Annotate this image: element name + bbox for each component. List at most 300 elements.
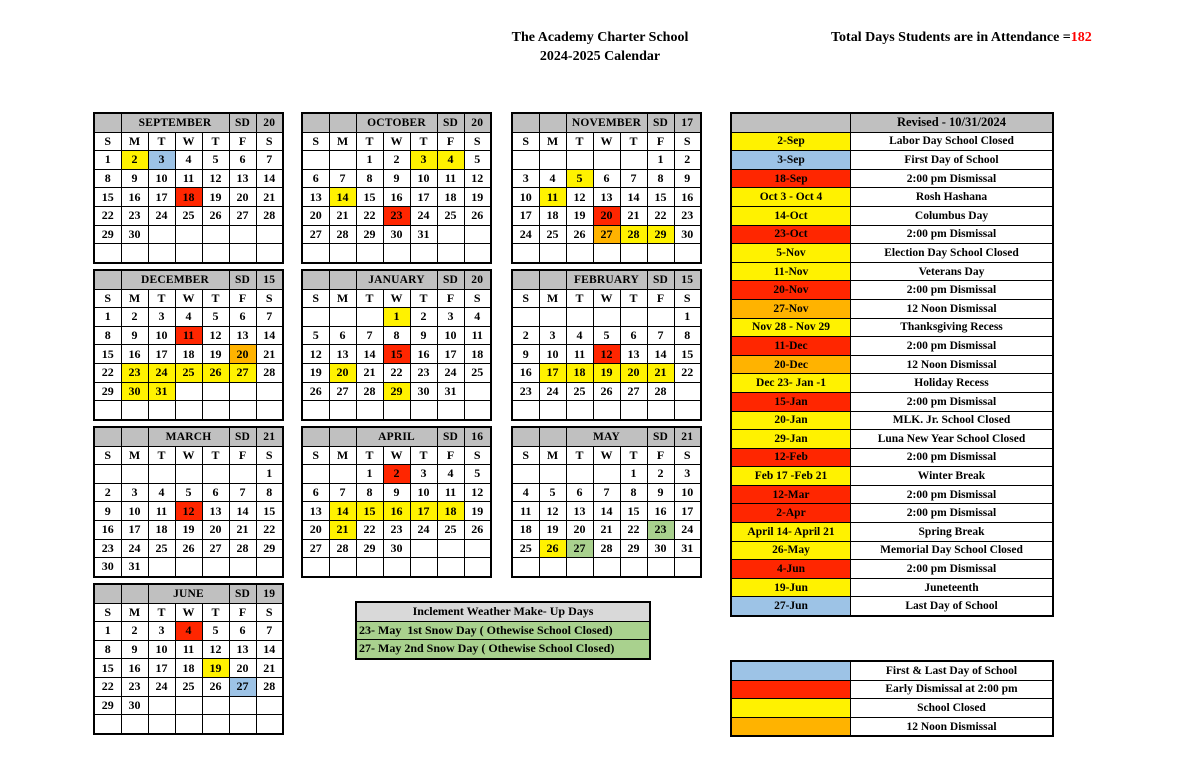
day-cell: 12 [202,169,229,188]
day-cell: 11 [175,640,202,659]
event-date: 12-Mar [731,485,851,504]
day-cell-empty [437,225,464,244]
day-cell: 26 [593,382,620,401]
weather-row: 23- May 1st Snow Day ( Othewise School Closed) [356,621,650,640]
day-cell-empty [356,558,383,577]
day-cell-empty [566,308,593,327]
day-cell: 5 [175,483,202,502]
day-cell: 3 [674,465,701,484]
day-cell: 3 [148,308,175,327]
day-cell-empty [593,401,620,420]
day-cell-empty [202,244,229,263]
day-cell: 26 [464,520,491,539]
day-cell: 10 [539,345,566,364]
day-cell-empty [329,401,356,420]
day-cell: 4 [148,483,175,502]
day-cell: 1 [256,465,283,484]
day-cell-empty [148,465,175,484]
day-of-week-header: W [175,289,202,308]
event-date: 11-Dec [731,337,851,356]
month-title-spacer [539,427,566,446]
event-description: 2:00 pm Dismissal [851,448,1054,467]
event-date: 15-Jan [731,392,851,411]
day-cell-empty [148,225,175,244]
weather-table [355,601,651,660]
day-of-week-header: T [566,446,593,465]
day-cell: 29 [356,225,383,244]
event-date: 27-Jun [731,597,851,616]
day-cell: 25 [175,677,202,696]
day-cell-empty [512,465,539,484]
day-cell: 25 [175,363,202,382]
day-cell-empty [437,244,464,263]
day-cell-empty [674,558,701,577]
day-of-week-header: T [410,446,437,465]
day-cell: 13 [302,188,329,207]
day-cell: 8 [647,169,674,188]
day-of-week-header: F [229,446,256,465]
day-cell: 30 [674,225,701,244]
day-cell-empty [437,539,464,558]
day-of-week-header: S [674,132,701,151]
day-of-week-header: T [356,132,383,151]
day-cell: 8 [356,169,383,188]
event-description: Veterans Day [851,262,1054,281]
day-cell-empty [620,151,647,170]
day-cell: 12 [202,640,229,659]
day-cell-empty [566,244,593,263]
day-cell: 9 [94,502,121,521]
day-cell-empty [566,151,593,170]
day-of-week-header: W [175,132,202,151]
month-february [511,269,702,421]
month-title-spacer [512,427,539,446]
day-cell: 25 [148,539,175,558]
day-of-week-header: S [94,289,121,308]
month-name: NOVEMBER [566,113,647,132]
day-cell: 24 [539,382,566,401]
day-of-week-header: S [256,289,283,308]
day-cell-empty [620,558,647,577]
day-cell: 28 [620,225,647,244]
day-of-week-header: S [512,132,539,151]
day-cell: 1 [620,465,647,484]
day-cell: 10 [410,169,437,188]
day-cell: 11 [175,326,202,345]
day-cell: 25 [512,539,539,558]
day-cell: 26 [175,539,202,558]
month-title-spacer [302,113,329,132]
day-cell: 6 [302,169,329,188]
day-of-week-header: S [464,132,491,151]
day-cell: 26 [302,382,329,401]
sd-count: 20 [464,270,491,289]
day-cell: 21 [229,520,256,539]
event-description: Columbus Day [851,206,1054,225]
day-cell: 18 [175,659,202,678]
event-date: 2-Apr [731,504,851,523]
day-cell: 23 [512,382,539,401]
day-cell: 15 [256,502,283,521]
day-cell-empty [175,382,202,401]
day-cell: 24 [121,539,148,558]
day-cell: 16 [383,502,410,521]
day-cell: 19 [202,345,229,364]
day-cell-empty [647,401,674,420]
day-cell: 2 [674,151,701,170]
event-date: 11-Nov [731,262,851,281]
day-cell-empty [148,558,175,577]
day-cell: 22 [256,520,283,539]
day-cell-empty [329,244,356,263]
day-cell: 19 [539,520,566,539]
day-cell: 11 [437,169,464,188]
day-cell: 2 [647,465,674,484]
day-cell: 13 [229,640,256,659]
day-cell: 9 [383,169,410,188]
month-title-spacer [302,270,329,289]
sd-count: 16 [464,427,491,446]
day-cell: 19 [302,363,329,382]
day-cell: 11 [175,169,202,188]
day-cell: 5 [464,151,491,170]
day-cell-empty [256,244,283,263]
legend-swatch-blue [731,661,851,680]
day-cell: 9 [121,169,148,188]
day-of-week-header: T [148,446,175,465]
month-name: JANUARY [356,270,437,289]
day-of-week-header: F [437,289,464,308]
legend-swatch-red [731,680,851,699]
day-of-week-header: S [256,603,283,622]
day-cell: 22 [356,520,383,539]
day-cell: 6 [229,151,256,170]
day-of-week-header: S [94,132,121,151]
day-cell-empty [202,715,229,734]
day-of-week-header: M [121,289,148,308]
month-september [93,112,284,264]
day-cell: 21 [647,363,674,382]
day-cell: 6 [202,483,229,502]
day-cell: 14 [329,502,356,521]
day-cell-empty [302,151,329,170]
sd-label: SD [229,270,256,289]
day-cell: 22 [383,363,410,382]
day-of-week-header: F [229,132,256,151]
day-cell: 2 [512,326,539,345]
day-cell-empty [302,401,329,420]
event-description: 2:00 pm Dismissal [851,337,1054,356]
day-cell: 18 [539,206,566,225]
sd-label: SD [437,113,464,132]
day-cell: 15 [674,345,701,364]
day-cell: 31 [148,382,175,401]
legend-swatch-orange [731,717,851,736]
day-cell: 24 [410,206,437,225]
day-cell: 17 [148,345,175,364]
event-date: 14-Oct [731,206,851,225]
day-cell: 1 [674,308,701,327]
day-of-week-header: S [302,289,329,308]
day-cell: 20 [620,363,647,382]
day-cell: 20 [202,520,229,539]
day-of-week-header: S [256,132,283,151]
day-cell: 15 [383,345,410,364]
day-cell-empty [94,244,121,263]
day-cell: 7 [647,326,674,345]
day-of-week-header: S [256,446,283,465]
day-cell: 21 [593,520,620,539]
day-cell: 6 [229,308,256,327]
day-cell: 24 [674,520,701,539]
month-name: MARCH [148,427,229,446]
day-cell: 29 [620,539,647,558]
day-cell: 25 [437,206,464,225]
sd-label: SD [229,113,256,132]
day-cell: 19 [175,520,202,539]
day-cell: 2 [121,622,148,641]
month-name: JUNE [148,584,229,603]
day-cell-empty [383,244,410,263]
sd-count: 20 [256,113,283,132]
sd-label: SD [229,427,256,446]
day-cell: 17 [410,502,437,521]
day-cell-empty [94,465,121,484]
day-cell: 9 [121,326,148,345]
day-cell: 19 [593,363,620,382]
weather-row: 27- May 2nd Snow Day ( Othewise School Closed) [356,640,650,659]
day-cell: 27 [229,363,256,382]
day-cell: 23 [647,520,674,539]
day-cell: 24 [437,363,464,382]
day-cell: 28 [329,225,356,244]
event-description: Juneteenth [851,578,1054,597]
day-cell: 12 [539,502,566,521]
event-description: 2:00 pm Dismissal [851,485,1054,504]
day-cell-empty [593,465,620,484]
day-cell: 30 [121,696,148,715]
day-cell: 17 [437,345,464,364]
day-cell-empty [148,244,175,263]
day-cell: 8 [94,169,121,188]
event-date: 2-Sep [731,132,851,151]
month-may [511,426,702,578]
event-description: Holiday Recess [851,374,1054,393]
day-cell: 27 [302,225,329,244]
day-of-week-header: M [121,446,148,465]
month-june [93,583,284,735]
day-cell: 14 [229,502,256,521]
event-description: 2:00 pm Dismissal [851,281,1054,300]
day-cell-empty [464,382,491,401]
day-cell-empty [647,244,674,263]
day-cell-empty [121,244,148,263]
day-cell: 10 [148,640,175,659]
day-cell: 31 [674,539,701,558]
day-cell-empty [202,382,229,401]
day-cell-empty [175,465,202,484]
day-cell-empty [229,715,256,734]
day-cell: 24 [512,225,539,244]
event-description: Memorial Day School Closed [851,541,1054,560]
day-cell: 4 [175,308,202,327]
day-cell: 9 [647,483,674,502]
day-cell: 21 [329,520,356,539]
day-cell-empty [94,401,121,420]
day-cell: 13 [229,326,256,345]
day-of-week-header: S [302,132,329,151]
day-cell-empty [329,151,356,170]
day-cell: 20 [302,520,329,539]
sd-count: 17 [674,113,701,132]
day-cell: 27 [329,382,356,401]
day-cell: 4 [175,622,202,641]
day-of-week-header: M [121,603,148,622]
day-cell-empty [148,715,175,734]
day-cell: 5 [464,465,491,484]
day-cell: 24 [148,206,175,225]
day-cell-empty [356,244,383,263]
day-of-week-header: T [202,603,229,622]
day-cell: 7 [256,622,283,641]
day-cell-empty [674,244,701,263]
month-april [301,426,492,578]
day-cell: 9 [674,169,701,188]
day-cell: 18 [512,520,539,539]
event-description: 12 Noon Dismissal [851,299,1054,318]
day-cell-empty [202,558,229,577]
day-cell-empty [539,308,566,327]
day-cell: 29 [94,382,121,401]
month-name: FEBRUARY [566,270,647,289]
day-cell-empty [229,225,256,244]
day-cell: 4 [464,308,491,327]
day-cell-empty [512,308,539,327]
day-of-week-header: T [356,446,383,465]
event-date: 27-Nov [731,299,851,318]
attendance-total [831,30,1092,46]
day-cell: 13 [620,345,647,364]
day-of-week-header: T [356,289,383,308]
day-cell: 29 [94,225,121,244]
day-cell: 3 [121,483,148,502]
day-cell-empty [256,382,283,401]
day-of-week-header: M [329,446,356,465]
day-cell: 22 [94,677,121,696]
day-cell: 17 [148,188,175,207]
day-cell: 27 [202,539,229,558]
day-cell: 29 [94,696,121,715]
day-cell-empty [647,558,674,577]
day-cell-empty [302,244,329,263]
day-cell: 16 [674,188,701,207]
day-cell: 9 [410,326,437,345]
day-cell: 13 [329,345,356,364]
event-date: 3-Sep [731,151,851,170]
day-cell-empty [202,225,229,244]
event-date: 20-Nov [731,281,851,300]
event-date: Oct 3 - Oct 4 [731,188,851,207]
event-date: 20-Dec [731,355,851,374]
event-description: Luna New Year School Closed [851,430,1054,449]
day-cell-empty [121,401,148,420]
sd-label: SD [647,427,674,446]
month-name: OCTOBER [356,113,437,132]
month-name: MAY [566,427,647,446]
day-cell-empty [356,401,383,420]
day-cell: 9 [121,640,148,659]
page-title [420,28,780,66]
event-description: Labor Day School Closed [851,132,1054,151]
day-cell-empty [329,465,356,484]
day-cell: 7 [256,151,283,170]
day-cell-empty [302,558,329,577]
day-of-week-header: S [464,289,491,308]
day-cell: 8 [94,326,121,345]
day-of-week-header: W [383,132,410,151]
day-of-week-header: W [175,603,202,622]
event-date: 29-Jan [731,430,851,449]
day-of-week-header: T [202,132,229,151]
day-cell: 1 [647,151,674,170]
day-cell-empty [593,558,620,577]
day-cell-empty [566,401,593,420]
day-cell: 14 [647,345,674,364]
day-cell: 25 [175,206,202,225]
day-cell: 10 [148,169,175,188]
day-cell: 27 [620,382,647,401]
day-cell: 23 [121,206,148,225]
day-of-week-header: S [674,289,701,308]
day-cell-empty [94,715,121,734]
day-of-week-header: T [148,132,175,151]
day-cell-empty [539,244,566,263]
day-cell: 14 [329,188,356,207]
day-cell-empty [674,401,701,420]
day-cell: 23 [121,677,148,696]
day-cell: 1 [94,151,121,170]
day-cell: 21 [329,206,356,225]
day-cell: 31 [410,225,437,244]
month-title-spacer [539,113,566,132]
day-cell: 21 [620,206,647,225]
day-cell: 24 [148,677,175,696]
sd-label: SD [437,427,464,446]
day-cell: 28 [256,363,283,382]
day-cell: 30 [121,225,148,244]
day-cell-empty [302,308,329,327]
day-cell: 7 [593,483,620,502]
day-cell: 2 [121,151,148,170]
event-description: Last Day of School [851,597,1054,616]
day-cell: 27 [566,539,593,558]
day-cell: 2 [410,308,437,327]
day-cell: 5 [593,326,620,345]
day-of-week-header: F [437,446,464,465]
day-of-week-header: W [383,289,410,308]
day-cell-empty [229,558,256,577]
day-cell-empty [202,696,229,715]
event-description: MLK. Jr. School Closed [851,411,1054,430]
day-cell: 18 [437,502,464,521]
day-of-week-header: S [512,446,539,465]
day-cell: 10 [437,326,464,345]
day-cell: 15 [356,502,383,521]
day-cell: 20 [229,345,256,364]
day-cell-empty [175,715,202,734]
day-cell: 4 [512,483,539,502]
day-cell-empty [148,696,175,715]
